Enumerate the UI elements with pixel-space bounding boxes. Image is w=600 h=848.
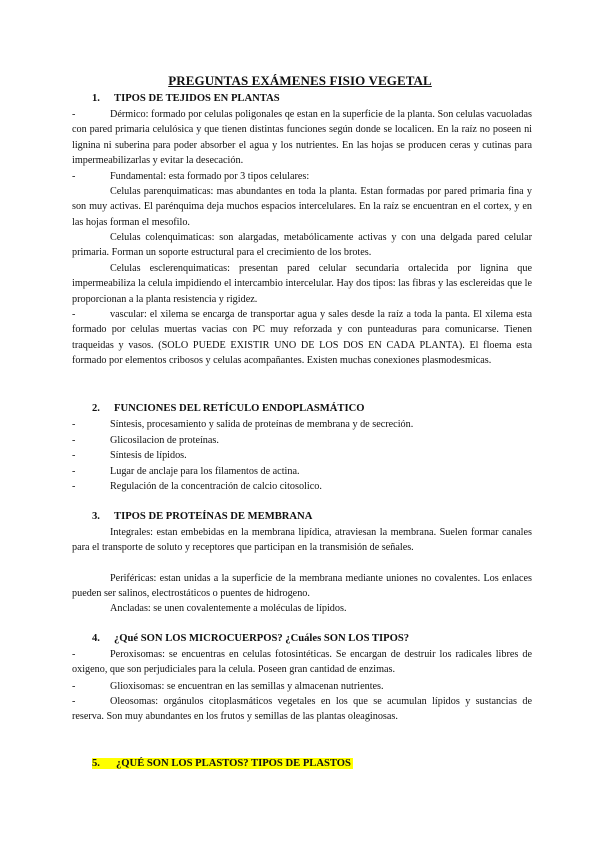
section-title: TIPOS DE PROTEÍNAS DE MEMBRANA (114, 511, 313, 522)
paragraph-text: Periféricas: estan unidas a la superficie de la membrana mediante uniones no covalentes. Los enlaces pueden ser salinos, electrostáticos o puentes de hidrogeno. (72, 573, 532, 600)
bullet-dash: - (72, 681, 76, 692)
paragraph-text: Ancladas: se unen covalentemente a moléculas de lípidos. (110, 603, 347, 614)
paragraph-perifericas (72, 571, 532, 602)
bullet-dash: - (72, 419, 76, 430)
section-number: 4. (92, 633, 100, 644)
paragraph-integrales (72, 525, 532, 556)
section-2-heading (92, 403, 364, 414)
document-title: PREGUNTAS EXÁMENES FISIO VEGETAL (168, 73, 432, 88)
section-4-heading (92, 633, 409, 644)
list-item-text: Lugar de anclaje para los filamentos de actina. (110, 466, 300, 477)
section-1-heading (92, 93, 280, 104)
paragraph-text: Peroxisomas: se encuentras en celulas fotosintéticas. Se encargan de destruir los radicales libres de oxigeno, que son perjudiciales para la celula. Poseen gran cantidad de enzimas. (72, 649, 532, 676)
paragraph-text: vascular: el xilema se encarga de transportar agua y sales desde la raíz a toda la panta. El xilema esta formado por celulas muertas vacias con PC muy reforzada y con punteaduras para comunicarse. Tienen traqueidas y vasos. (SOLO PUEDE EXISTIR UNO DE LOS DOS EN CADA PLANTA). El floema esta formado por elementos cribosos y celulas acompañantes. Existen muchas conexiones plasmodesmicas. (72, 309, 532, 367)
bullet-dash: - (72, 649, 76, 660)
paragraph-text: Dérmico: formado por celulas poligonales qe estan en la superficie de la planta. Son celulas vacuoladas con pared primaria celulósica y que tienen distintas funciones según donde se localicen. En la raíz no poseen ni lignina ni suberina para poder absorber el agua y los nutrientes. En las hojas se producen ceras y cutinas para impermeabilizarlas y evitar la desecación. (72, 109, 532, 167)
paragraph-colenquimaticas (72, 230, 532, 261)
paragraph-parenquimaticas (72, 184, 532, 230)
bullet-dash: - (72, 435, 76, 446)
paragraph-text: Glioxisomas: se encuentran en las semillas y almacenan nutrientes. (110, 681, 384, 692)
section-5-heading (92, 758, 353, 769)
section-number: 3. (92, 511, 100, 522)
bullet-dash: - (72, 171, 76, 182)
paragraph-vascular (72, 307, 532, 369)
paragraph-oleosomas (72, 694, 532, 725)
list-item-text: Síntesis, procesamiento y salida de proteínas de membrana y de secreción. (110, 419, 414, 430)
paragraph-peroxisomas (72, 647, 532, 678)
section-number: 5. (92, 758, 114, 769)
paragraph-text: Celulas esclerenquimaticas: presentan pared celular secundaria ortalecida por lignina que impermeabiliza la celula impidiendo el intercambio intercelular. Hay dos tipos: las fibras y las esclereidas que le proporcionan a la planta resistencia y rigidez. (72, 263, 532, 305)
paragraph-dermico (72, 107, 532, 169)
section-number: 1. (92, 93, 100, 104)
list-item-text: Regulación de la concentración de calcio citosolico. (110, 481, 322, 492)
bullet-dash: - (72, 450, 76, 461)
list-item-text: Síntesis de lípidos. (110, 450, 187, 461)
paragraph-glioxisomas (72, 679, 532, 694)
paragraph-text: Celulas colenquimaticas: son alargadas, metabólicamente activas y con una delgada pared celular primaria. Forman un soporte estructural para el crecimiento de los brotes. (72, 232, 532, 259)
bullet-dash: - (72, 109, 76, 120)
bullet-dash: - (72, 481, 76, 492)
section-title: FUNCIONES DEL RETÍCULO ENDOPLASMÁTICO (114, 403, 365, 414)
paragraph-fundamental (72, 169, 532, 184)
bullet-dash: - (72, 696, 76, 707)
bullet-dash: - (72, 466, 76, 477)
section-title: ¿Qué SON LOS MICROCUERPOS? ¿Cuáles SON LOS TIPOS? (114, 633, 410, 644)
paragraph-ancladas (72, 601, 532, 616)
section-3-heading (92, 511, 312, 522)
paragraph-esclerenquimaticas (72, 261, 532, 307)
section-title: ¿QUÉ SON LOS PLASTOS? TIPOS DE PLASTOS (116, 758, 351, 769)
list-item-text: Glicosilacion de proteínas. (110, 435, 219, 446)
section-number: 2. (92, 403, 100, 414)
section-title: TIPOS DE TEJIDOS EN PLANTAS (114, 93, 280, 104)
paragraph-text: Oleosomas: orgánulos citoplasmáticos vegetales en los que se acumulan lípidos y sustancias de reserva. Son muy abundantes en los frutos y semillas de las plantas oleaginosas. (72, 696, 532, 723)
bullet-dash: - (72, 309, 76, 320)
paragraph-text: Integrales: estan embebidas en la membrana lipídica, atraviesan la membrana. Suelen formar canales para el transporte de soluto y receptores que participan en la transmisión de señales. (72, 527, 532, 554)
paragraph-text: Fundamental: esta formado por 3 tipos celulares: (110, 171, 310, 182)
paragraph-text: Celulas parenquimaticas: mas abundantes en toda la planta. Estan formadas por pared primaria fina y son muy activas. El parénquima deja muchos espacios intercelulares. En la raíz se encuentran en el cortex, y en las hojas forman el mesofilo. (72, 186, 532, 228)
